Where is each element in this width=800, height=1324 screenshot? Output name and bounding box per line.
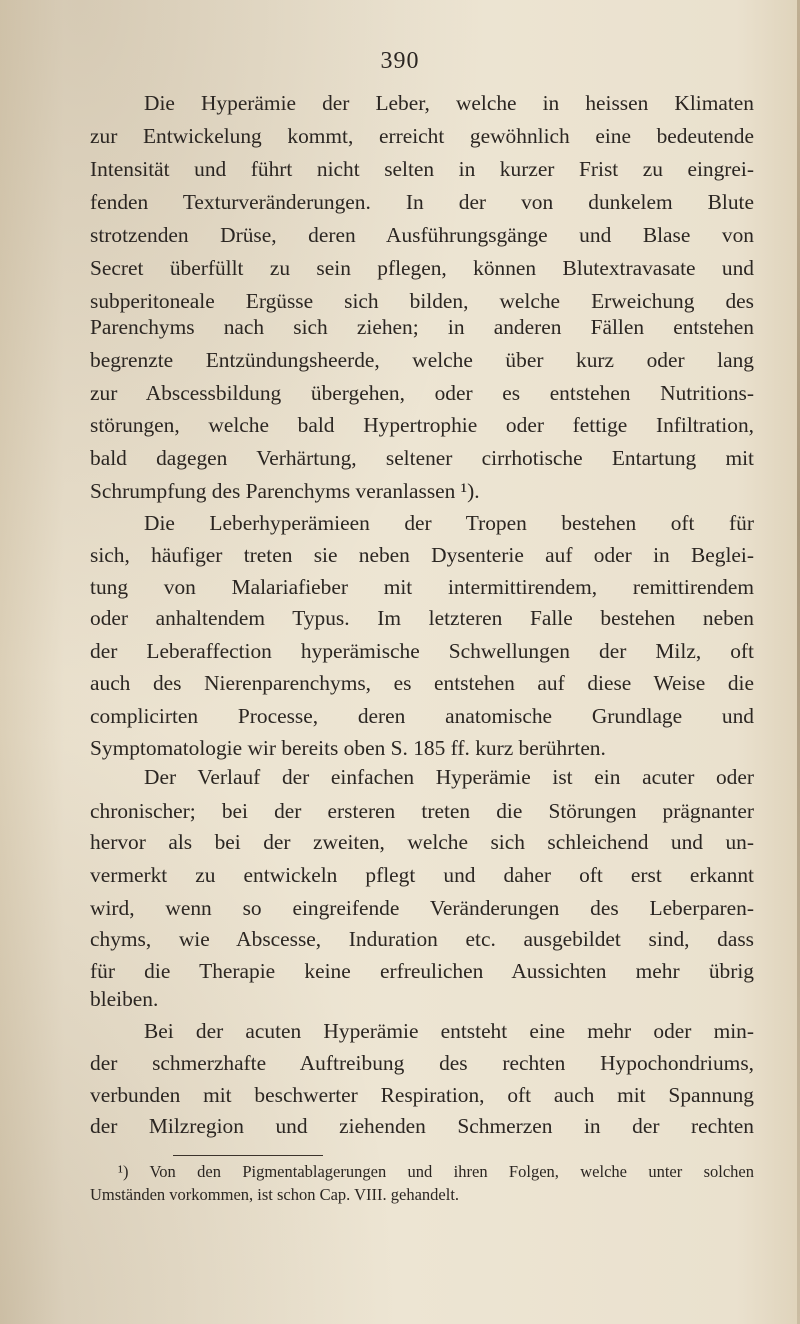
text-line: Symptomatologie wir bereits oben S. 185 ff. kurz berührten.: [90, 736, 606, 760]
text-line: strotzenden Drüse, deren Ausführungsgänge und Blase von: [90, 223, 754, 247]
text-line: der schmerzhafte Auftreibung des rechten Hypochondriums,: [90, 1051, 754, 1075]
text-line: Intensität und führt nicht selten in kurzer Frist zu eingrei-: [90, 157, 754, 181]
footnote-divider: [173, 1155, 323, 1156]
text-line: Parenchyms nach sich ziehen; in anderen Fällen entstehen: [90, 315, 754, 339]
text-line: der Milzregion und ziehenden Schmerzen in der rechten: [90, 1114, 754, 1138]
text-line: verbunden mit beschwerter Respiration, oft auch mit Spannung: [90, 1083, 754, 1107]
text-line: der Leberaffection hyperämische Schwellungen der Milz, oft: [90, 639, 754, 663]
text-line: Secret überfüllt zu sein pflegen, können Blutextravasate und: [90, 256, 754, 280]
text-line: für die Therapie keine erfreulichen Aussichten mehr übrig: [90, 959, 754, 983]
text-line: Die Hyperämie der Leber, welche in heissen Klimaten: [144, 91, 754, 115]
text-line: Der Verlauf der einfachen Hyperämie ist ein acuter oder: [144, 765, 754, 789]
text-line: Die Leberhyperämieen der Tropen bestehen oft für: [144, 511, 754, 535]
text-line: Schrumpfung des Parenchyms veranlassen ¹).: [90, 479, 480, 503]
text-line: vermerkt zu entwickeln pflegt und daher oft erst erkannt: [90, 863, 754, 887]
text-line: störungen, welche bald Hypertrophie oder fettige Infiltration,: [90, 413, 754, 437]
text-line: Bei der acuten Hyperämie entsteht eine mehr oder min-: [144, 1019, 754, 1043]
text-line: begrenzte Entzündungsheerde, welche über kurz oder lang: [90, 348, 754, 372]
text-line: oder anhaltendem Typus. Im letzteren Falle bestehen neben: [90, 606, 754, 630]
footnote-line: ¹) Von den Pigmentablagerungen und ihren Folgen, welche unter solchen: [118, 1162, 754, 1181]
text-line: bleiben.: [90, 987, 159, 1011]
text-line: chyms, wie Abscesse, Induration etc. ausgebildet sind, dass: [90, 927, 754, 951]
footnote-line: Umständen vorkommen, ist schon Cap. VIII. gehandelt.: [90, 1185, 460, 1204]
text-line: wird, wenn so eingreifende Veränderungen des Leberparen-: [90, 896, 754, 920]
text-line: bald dagegen Verhärtung, seltener cirrhotische Entartung mit: [90, 446, 754, 470]
text-line: auch des Nierenparenchyms, es entstehen auf diese Weise die: [90, 671, 754, 695]
text-line: sich, häufiger treten sie neben Dysenterie auf oder in Beglei-: [90, 543, 754, 567]
text-line: subperitoneale Ergüsse sich bilden, welche Erweichung des: [90, 289, 754, 313]
text-line: hervor als bei der zweiten, welche sich schleichend und un-: [90, 830, 754, 854]
text-line: tung von Malariafieber mit intermittirendem, remittirendem: [90, 575, 754, 599]
text-line: chronischer; bei der ersteren treten die Störungen prägnanter: [90, 799, 754, 823]
text-line: zur Entwickelung kommt, erreicht gewöhnlich eine bedeutende: [90, 124, 754, 148]
text-line: complicirten Processe, deren anatomische Grundlage und: [90, 704, 754, 728]
text-line: fenden Texturveränderungen. In der von dunkelem Blute: [90, 190, 754, 214]
text-line: zur Abscessbildung übergehen, oder es entstehen Nutritions-: [90, 381, 754, 405]
page-number: 390: [380, 48, 420, 74]
